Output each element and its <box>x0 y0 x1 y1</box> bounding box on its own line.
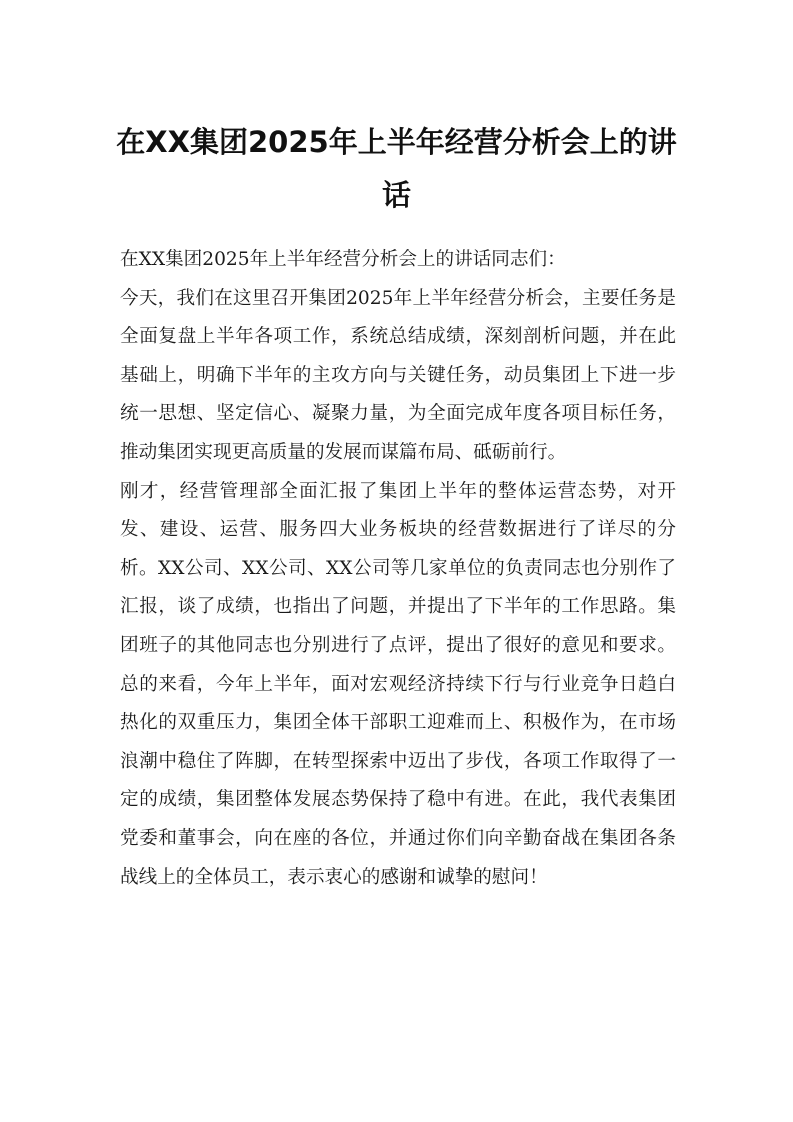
opening-paragraph: 今天，我们在这里召开集团2025年上半年经营分析会，主要任务是全面复盘上半年各项工作，系统总结成绩，深刻剖析问题，并在此基础上，明确下半年的主攻方向与关键任务，动员集团上下进一步统一思想、坚定信心、凝聚力量，为全面完成年度各项目标任务，推动集团实现更高质量的发展而谋篇布局、砥砺前行。 <box>120 287 676 463</box>
document-title: 在XX集团2025年上半年经营分析会上的讲话 <box>116 125 677 212</box>
summary-paragraph: 刚才，经营管理部全面汇报了集团上半年的整体运营态势，对开发、建设、运营、服务四大业务板块的经营数据进行了详尽的分析。XX公司、XX公司、XX公司等几家单位的负责同志也分别作了汇报，谈了成绩，也指出了问题，并提出了下半年的工作思路。集团班子的其他同志也分别进行了点评，提出了很好的意见和要求。总的来看，今年上半年，面对宏观经济持续下行与行业竞争日趋白热化的双重压力，集团全体干部职工迎难而上、积极作为，在市场浪潮中稳住了阵脚，在转型探索中迈出了步伐，各项工作取得了一定的成绩，集团整体发展态势保持了稳中有进。在此，我代表集团党委和董事会，向在座的各位，并通过你们向辛勤奋战在集团各条战线上的全体员工，表示衷心的感谢和诚挚的慰问！ <box>120 480 676 888</box>
document-body <box>120 241 676 897</box>
salutation-paragraph: 在XX集团2025年上半年经营分析会上的讲话同志们： <box>120 249 566 270</box>
